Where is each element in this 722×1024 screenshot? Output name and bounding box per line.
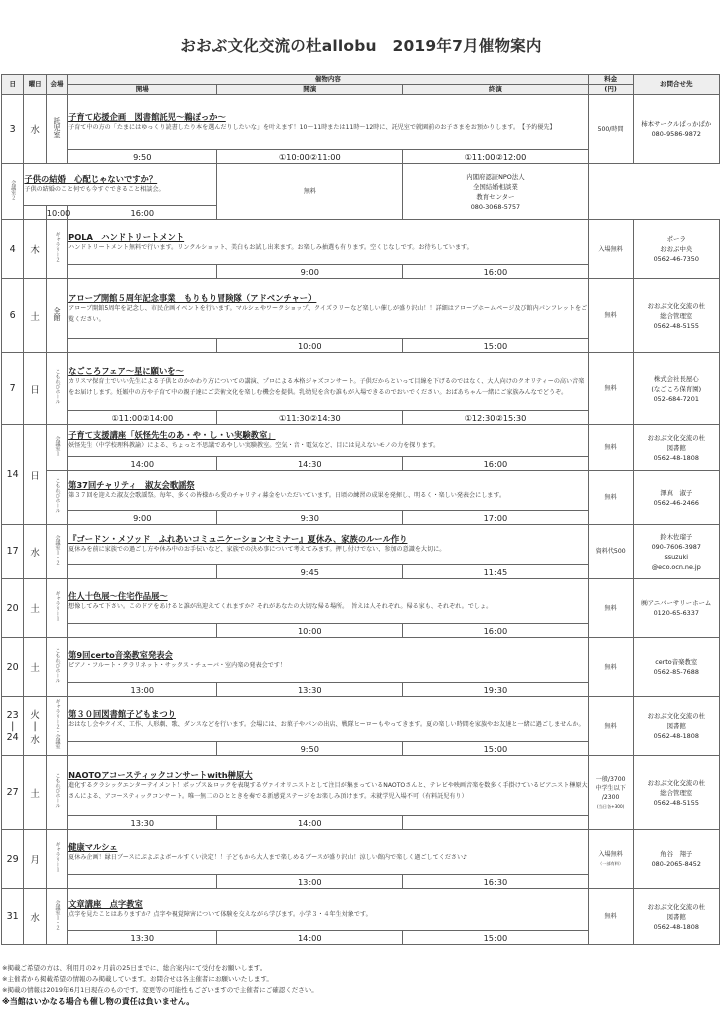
event-fee	[588, 95, 633, 164]
event-venue	[46, 756, 67, 830]
event-fee-line: /2300	[601, 793, 620, 801]
event-contact-line: @eco.ocn.ne.jp	[651, 562, 701, 571]
event-venue-label: こもれびホール	[54, 478, 61, 513]
event-row	[2, 889, 720, 931]
event-contact-line: 総合管理室	[660, 311, 693, 320]
note-2: ※主催者から掲載希望の情報のみ掲載しています。お問合せは各主催者にお願いいたします。	[2, 975, 273, 983]
event-venue	[46, 220, 67, 279]
event-open-time: 13:00	[217, 875, 403, 889]
event-fee	[588, 697, 633, 756]
event-row	[2, 220, 720, 265]
event-venue	[46, 353, 67, 425]
event-day: 31	[2, 889, 24, 945]
event-fee-line: 一般/3700	[595, 775, 626, 783]
event-venue	[46, 425, 67, 471]
event-venue	[2, 164, 24, 220]
event-weekday: 月	[24, 830, 46, 889]
event-contact	[633, 889, 719, 945]
event-start-time	[68, 265, 217, 279]
header-weekday: 曜日	[24, 75, 46, 95]
header-day: 日	[2, 75, 24, 95]
event-contact-line: 角谷 翔子	[660, 850, 693, 858]
event-description: 妖怪先生（中学校理科教諭）による、ちょっと不思議であやしい実験教室。空気・音・電気など、目には見えないモノの力を探ります。	[68, 442, 440, 450]
event-fee-line: 無料	[604, 913, 617, 920]
event-venue-label: こもれびホール	[54, 647, 61, 683]
event-fee	[588, 889, 633, 945]
event-title: 健康マルシェ	[68, 841, 118, 852]
event-day	[2, 697, 24, 756]
header-row-1	[2, 75, 720, 85]
event-weekday-end: 水	[30, 734, 40, 746]
event-contact-line: 080-9586-9872	[651, 130, 701, 138]
event-end-time: 16:00	[68, 206, 217, 220]
event-contact	[633, 220, 719, 279]
event-day-start: 23	[6, 709, 19, 721]
event-title: POLA ハンドトリートメント	[68, 231, 185, 242]
event-open-time: ①10:00②11:00	[217, 150, 403, 164]
event-contact-line: 080-2065-8452	[651, 860, 701, 868]
event-venue-label: 託児室	[52, 116, 61, 138]
event-description-cell	[68, 579, 589, 624]
event-row	[2, 164, 720, 206]
event-contact-line: ssuzuki	[664, 552, 689, 561]
event-open-time: 13:30	[217, 683, 403, 697]
event-contact-line: 0562-46-7350	[653, 255, 699, 263]
event-contact-line: おおぶ文化交流の杜	[647, 778, 706, 787]
event-start-time: 13:30	[68, 931, 217, 945]
event-description: ピアノ・フルート・クラリネット・サックス・チューバ・室内楽の発表会です！	[68, 661, 286, 669]
event-contact-line: 090-7606-3987	[651, 542, 701, 551]
event-contact	[633, 525, 719, 579]
event-weekday: 日	[24, 353, 46, 425]
event-contact	[633, 279, 719, 353]
event-start-time: 13:00	[68, 683, 217, 697]
event-description: 夏休みを前に家族での過ごし方や休み中のお手伝いなど、家族での決め事について考えてみます。押し付けでない、参加の意識を大切に。	[68, 546, 446, 554]
event-contact-line: 柿本サークルぱっかぱか	[641, 120, 712, 128]
event-open-time: 10:00	[217, 624, 403, 638]
event-fee-note: (当日各+300)	[596, 803, 625, 809]
event-venue-label: 全館	[52, 307, 61, 321]
event-contact-line: 0120-65-6337	[653, 609, 699, 617]
event-description-cell	[68, 95, 589, 150]
event-weekday: 土	[24, 638, 46, 697]
event-start-time: 9:00	[68, 511, 217, 525]
event-weekday: 日	[24, 425, 46, 525]
event-title: 第37回チャリティ 淑友会歌謡祭	[68, 480, 195, 491]
event-description: アローブ開館5周年を記念し、市民企画イベントを行います。マルシェやワークショップ、クイズラリーなど楽しい催しが盛り沢山！！詳細はアローブホームページ及び館内パンフレットをご覧ください。	[68, 305, 588, 323]
event-contact-line: 0562-48-1808	[653, 453, 699, 462]
event-venue-label: 会議室１	[54, 435, 61, 456]
event-contact-line: certo音楽教室	[655, 658, 698, 666]
event-description: ハンドトリートメント無料で行います。リンクルショット、美白もお試し出来ます。お楽しみ抽選も有ります。空くじなしです。お待ちしています。	[68, 243, 473, 251]
event-description: 子供の結婚のこと何でも今すぐできること相談会。	[24, 186, 165, 194]
event-venue-label: 会議室１・２	[54, 899, 61, 930]
event-fee-line: 資料代500	[595, 548, 626, 555]
event-weekday: 土	[24, 756, 46, 830]
event-description-cell	[68, 220, 589, 265]
page-title: おおぶ文化交流の杜allobu 2019年7月催物案内	[180, 37, 542, 55]
event-contact-line: 0562-48-5155	[653, 798, 699, 807]
event-contact-line: 澤真 淑子	[660, 488, 693, 497]
event-end-time: 17:00	[403, 511, 589, 525]
event-contact-line: 052-684-7201	[653, 394, 699, 403]
event-day: 17	[2, 525, 24, 579]
event-description: 進化するクラシックエンターテイメント！ポップス＆ロックを表現するヴァイオリニストとして注目が集まっているNAOTOさんと、テレビや映画音楽を数多く手掛けているピアニスト榊原大さんによる、アコースティックコンサート。唯一無二のひとときを奏でる新感覚ステージをお楽しみ頂けます。未就学児入場不可（有料託児有り）	[68, 782, 588, 800]
event-fee-note: （一部有料）	[598, 861, 624, 866]
event-fee	[588, 353, 633, 425]
event-day: 14	[2, 425, 24, 525]
event-description-cell	[68, 889, 589, 931]
event-contact	[633, 638, 719, 697]
event-end-time: 16:00	[403, 624, 589, 638]
event-contact	[633, 353, 719, 425]
event-contact-line: おおぶ文化交流の杜	[647, 902, 706, 911]
event-day: 27	[2, 756, 24, 830]
event-open-time: 9:30	[217, 511, 403, 525]
event-venue	[46, 471, 67, 525]
event-description: 点字を見たことはありますか？点字や視覚障害について体験を交えながら学びます。小学３・４年生対象です。	[68, 911, 372, 919]
event-row	[2, 471, 720, 511]
event-day: 3	[2, 95, 24, 164]
note-1: ※掲載ご希望の方は、利用月の2ヶ月前の25日までに、総合案内にて受付をお願いします。	[2, 964, 267, 972]
event-contact-line: 総合管理室	[660, 788, 693, 797]
event-end-time	[403, 816, 589, 830]
event-row	[2, 579, 720, 624]
event-title: 子供の結婚 心配じゃないですか？	[24, 174, 158, 185]
event-row	[2, 638, 720, 683]
event-fee-line: 無料	[303, 188, 316, 195]
event-open-time: ①11:30②14:30	[217, 411, 403, 425]
event-contact-line: 株式会社長屋心	[653, 374, 699, 383]
event-title: 『ゴードン・メソッド ふれあいコミュニケーションセミナー』夏休み、家族のルール作り	[68, 534, 408, 545]
event-venue	[46, 579, 67, 638]
header-content: 催物内容	[68, 75, 589, 85]
event-fee-line: 無料	[604, 444, 617, 451]
event-day: 4	[2, 220, 24, 279]
event-contact-line: 080-3068-5757	[470, 202, 521, 211]
event-contact-line: おおぶ中央	[660, 245, 693, 253]
event-end-time: 15:00	[403, 742, 589, 756]
event-title: 文章講座 点字教室	[68, 899, 143, 910]
header-end: 終演	[403, 85, 589, 95]
event-weekday	[24, 697, 46, 756]
event-description-cell	[68, 279, 589, 339]
event-contact-line: おおぶ文化交流の杜	[647, 712, 706, 720]
event-venue	[46, 95, 67, 164]
event-description: おはなし会やクイズ、工作、人形劇、歌、ダンスなどを行います。会場には、お菓子やパンの出店、戦隊ヒーローもやってきます。夏の楽しい時間を家族やお友達と一緒に過ごしませんか。	[68, 720, 585, 728]
event-row	[2, 425, 720, 457]
event-title: 第３０回図書館子どもまつり	[68, 708, 176, 719]
event-contact	[633, 579, 719, 638]
event-fee-line: 無料	[604, 663, 617, 671]
event-fee	[588, 471, 633, 525]
event-fee-line: 中学生以下	[595, 784, 626, 792]
event-contact-line: ポーラ	[666, 235, 686, 243]
event-contact-line: 図書館	[666, 912, 686, 921]
event-contact-line: 鈴木佐瑠子	[660, 532, 693, 541]
event-contact-line: 図書館	[666, 443, 686, 452]
event-contact-line: おおぶ文化交流の杜	[647, 301, 706, 310]
event-contact	[633, 697, 719, 756]
event-contact-line: 0562-48-5155	[653, 321, 699, 330]
event-venue	[46, 830, 67, 889]
event-row	[2, 697, 720, 742]
event-title: 子育て支援講座「妖怪先生のあ・や・し・い実験教室」	[68, 430, 276, 441]
event-description-cell	[24, 164, 217, 206]
event-fee	[588, 220, 633, 279]
event-start-time	[68, 875, 217, 889]
event-venue	[46, 279, 67, 353]
event-end-time: ①12:30②15:30	[403, 411, 589, 425]
event-fee	[588, 279, 633, 353]
event-contact-line: 図書館	[666, 722, 686, 730]
event-day-sep: |	[11, 720, 15, 732]
event-day: 20	[2, 638, 24, 697]
event-venue	[46, 889, 67, 945]
event-contact-line: 0562-46-2466	[653, 498, 699, 507]
event-contact-line: おおぶ文化交流の杜	[647, 433, 706, 442]
note-4: ※当館はいかなる場合も催し物の責任は負いません。	[2, 997, 195, 1006]
event-venue	[46, 697, 67, 756]
event-description-cell	[68, 638, 589, 683]
event-description: 想像してみて下さい。このドアをあけると誰が出迎えてくれますか？それがあなたの大切な帰る場所。 旨えは人それぞれ。帰る家も、それぞれ。でしょ。	[68, 602, 493, 610]
event-title: アローブ開館５周年記念事業 もりもり冒険隊（アドベンチャー）	[68, 293, 317, 304]
event-contact	[633, 425, 719, 471]
event-open-time: 10:00	[46, 207, 71, 218]
event-fee	[588, 579, 633, 638]
event-open-time: 9:50	[217, 742, 403, 756]
event-contact-line: ㈱アニバーサリーホーム	[641, 599, 712, 607]
event-end-time: 19:30	[403, 683, 589, 697]
event-fee-line: 無料	[604, 604, 617, 612]
event-end-time: 15:00	[403, 339, 589, 353]
event-contact	[633, 95, 719, 164]
event-contact	[403, 164, 589, 220]
event-title: 第9回certo音楽教室発表会	[68, 649, 173, 660]
event-fee	[588, 830, 633, 889]
event-description-cell	[68, 830, 589, 875]
event-venue-label: 会議室１・２	[54, 534, 61, 565]
event-open-time: 14:00	[217, 931, 403, 945]
event-fee	[588, 638, 633, 697]
event-venue	[46, 638, 67, 697]
event-venue	[46, 525, 67, 579]
event-row	[2, 353, 720, 411]
event-description-cell	[68, 471, 589, 511]
event-description-cell	[68, 756, 589, 816]
event-row	[2, 830, 720, 875]
header-start: 開場	[68, 85, 217, 95]
event-fee	[588, 425, 633, 471]
event-description: 子育て中の方の「たまにはゆっくり読書したり本を選んだりしたいな」を叶えます！10～11時または11時～12時に、託児室で就園前のお子さまをお預かりします。 【予約優先】	[68, 123, 556, 131]
event-open-time: 14:30	[217, 457, 403, 471]
event-day-end: 24	[6, 731, 19, 743]
event-end-time: 15:00	[403, 931, 589, 945]
event-start-time: 13:30	[68, 816, 217, 830]
notes-section	[2, 963, 718, 1008]
event-fee-line: 無料	[604, 722, 617, 730]
event-row	[2, 279, 720, 339]
event-venue-label: こもれびホール	[54, 773, 61, 808]
event-weekday: 水	[24, 525, 46, 579]
event-day: 29	[2, 830, 24, 889]
event-end-time: ①11:00②12:00	[403, 150, 589, 164]
event-contact	[633, 830, 719, 889]
header-open: 開演	[217, 85, 403, 95]
event-weekday: 水	[24, 889, 46, 945]
event-end-time: 11:45	[403, 565, 589, 579]
header-fee-unit: (円)	[588, 85, 633, 95]
event-weekday-sep: |	[33, 720, 37, 732]
header-venue: 会場	[46, 75, 67, 95]
event-description-cell	[68, 425, 589, 457]
event-venue-label: ギャラリー１	[54, 591, 61, 621]
event-venue-label: ギャラリー２	[54, 232, 61, 262]
event-title: 子育て応援企画 図書館託児～鵜ぽっか～	[68, 111, 226, 122]
event-fee-line: 無料	[604, 494, 617, 501]
event-row	[2, 525, 720, 565]
event-end-time: 16:30	[403, 875, 589, 889]
event-description: カリスマ保育士でいい先生による子供とのかかわり方についての講演、プロによる本格ジャズコンサート。子供だからといって目線を下げるのではなく、大人向けのクオリティーの高い音楽をお届けします。妊娠中の方や子育て中の親子達にご芸術文化を楽しむ機会を提供。乳幼児を含む誰もが入場できるのでおいでください。おばあちゃん一緒にご家族みんなでどうぞ。	[68, 378, 585, 396]
event-weekday: 土	[24, 579, 46, 638]
event-fee-line: 無料	[604, 312, 617, 319]
event-day: 7	[2, 353, 24, 425]
header-fee: 料金	[588, 75, 633, 85]
event-day: 6	[2, 279, 24, 353]
event-venue-label: 会議室２	[10, 179, 17, 200]
event-contact-line: 0562-85-7688	[653, 668, 699, 676]
event-fee	[588, 525, 633, 579]
event-venue-label: ギャラリー１	[54, 842, 61, 872]
event-end-time: 16:00	[403, 265, 589, 279]
event-weekday-start: 火	[30, 709, 40, 721]
event-start-time: 14:00	[68, 457, 217, 471]
event-open-time: 9:00	[217, 265, 403, 279]
event-start-time: ①11:00②14:00	[68, 411, 217, 425]
event-start-time	[68, 624, 217, 638]
event-description: 第３７回を迎えた淑友会歌謡祭。毎年、多くの皆様から愛のチャリティ募金をいただいています。日頃の練習の成果を発揮し、明るく・楽しい発表会にします。	[68, 492, 506, 500]
event-fee	[217, 164, 403, 220]
event-description-cell	[68, 525, 589, 565]
event-weekday: 土	[24, 279, 46, 353]
event-open-time: 9:45	[217, 565, 403, 579]
event-description-cell	[68, 353, 589, 411]
event-title: なごころフェア～星に願いを～	[68, 366, 184, 377]
event-contact-line: 内閣府認証NPO法人	[466, 172, 525, 181]
event-day: 20	[2, 579, 24, 638]
event-row	[2, 756, 720, 816]
event-contact-line: 0562-48-1808	[653, 922, 699, 931]
event-fee-line: 入場無料	[598, 245, 623, 253]
event-open-time: 14:00	[217, 816, 403, 830]
event-schedule-table	[1, 74, 720, 945]
event-fee-line: 入場無料	[598, 851, 623, 858]
event-venue-label: ギャラリー２・会議室	[54, 699, 61, 749]
header-row-2	[2, 85, 720, 95]
event-contact-line: (なごころ保育園)	[651, 384, 702, 393]
note-3: ※掲載の情報は2019年6月1日現在のものです。変更等の可能性もございますので主催者にご確認ください。	[2, 986, 318, 994]
event-start-time	[68, 339, 217, 353]
event-end-time: 16:00	[403, 457, 589, 471]
event-title: NAOTOアコースティックコンサートwith榊原大	[68, 770, 253, 781]
event-fee	[588, 756, 633, 830]
event-contact	[633, 756, 719, 830]
event-contact-line: 0562-48-1808	[653, 732, 699, 740]
event-contact-line: 教育センター	[476, 192, 515, 201]
event-fee-line: 500/時間	[597, 125, 624, 133]
event-weekday: 木	[24, 220, 46, 279]
event-start-time: 9:50	[68, 150, 217, 164]
event-title: 住人十色展～住宅作品展～	[68, 590, 168, 601]
event-contact-line: 全国結婚相談業	[473, 182, 518, 191]
event-venue-label: こもれびホール	[54, 369, 61, 404]
event-fee-line: 無料	[604, 385, 617, 392]
event-weekday: 水	[24, 95, 46, 164]
event-start-time	[24, 206, 46, 220]
header-contact: お問合せ先	[633, 75, 719, 95]
event-start-time	[68, 565, 217, 579]
event-description: 夏休み企画！縁日ブースにぷよぷよボールすくい決定！！子どもから大人まで楽しめるブースが盛り沢山！涼しい館内で楽しく過ごしてください♪	[68, 853, 467, 861]
event-contact	[633, 471, 719, 525]
event-description-cell	[68, 697, 589, 742]
event-open-time: 10:00	[217, 339, 403, 353]
event-row	[2, 95, 720, 150]
event-start-time	[68, 742, 217, 756]
